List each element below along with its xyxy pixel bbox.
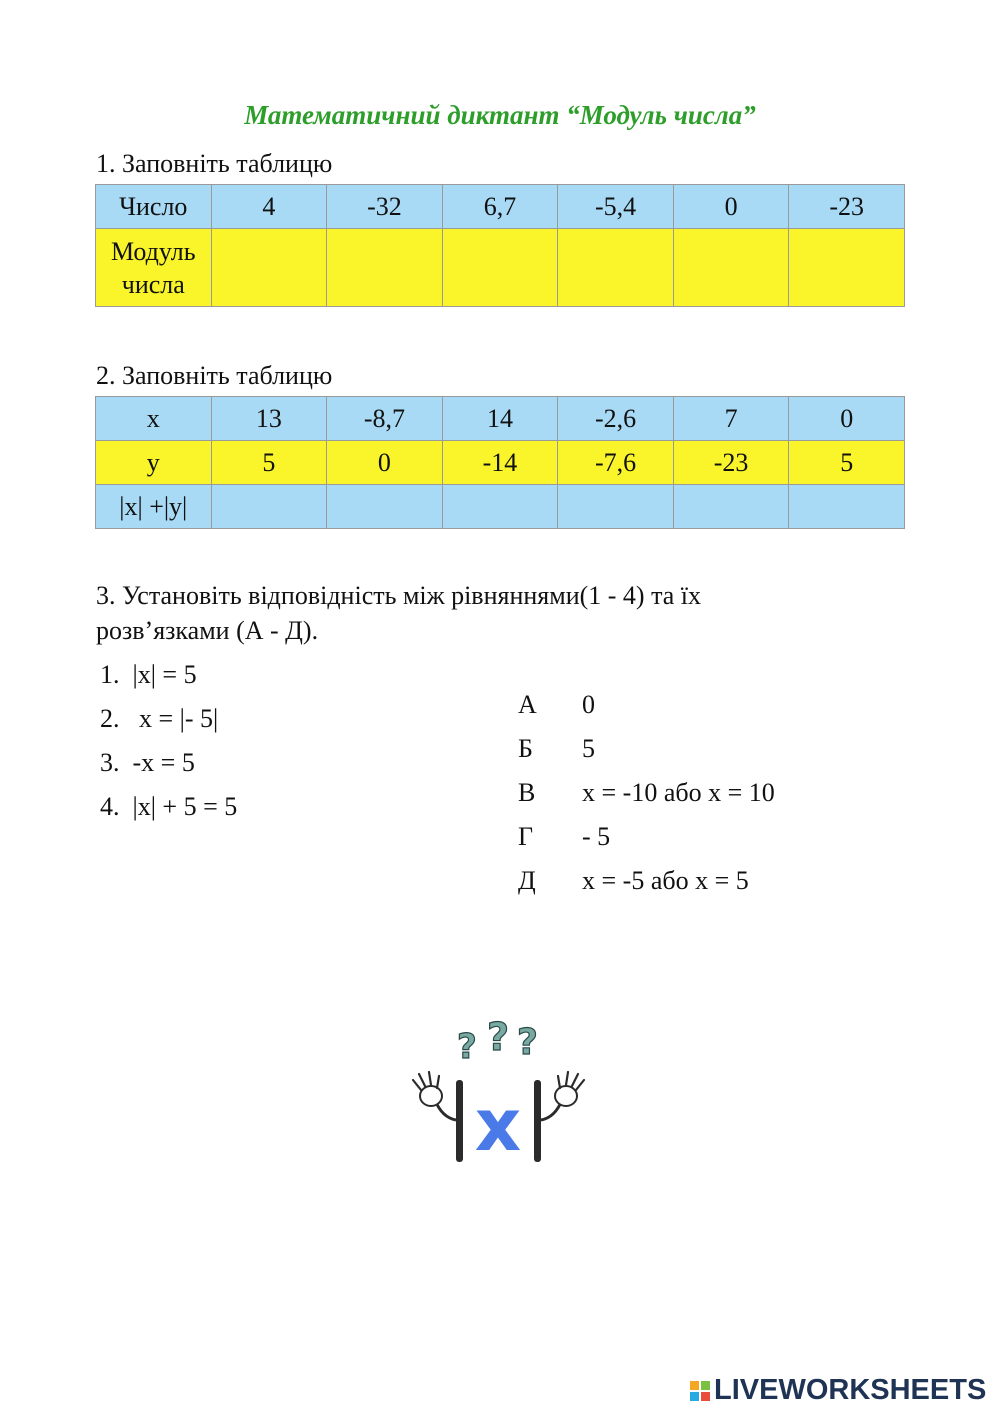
question-mark-icon: ? [517,1022,538,1063]
task2-heading: 2. Заповніть таблицю [96,361,333,390]
liveworksheets-logo [690,1374,986,1407]
task3-heading [96,578,701,648]
row-label [96,229,212,307]
task2-table [95,396,905,529]
row-label: Число [96,185,212,229]
table-cell: 5 [211,441,327,485]
table-cell: 4 [211,185,327,229]
table-cell: -2,6 [558,397,674,441]
answer-cell[interactable] [673,229,789,307]
table-row-number [96,185,905,229]
page-title: Математичний диктант “Модуль числа” [244,100,756,130]
table-cell: -5,4 [558,185,674,229]
table-cell: 6,7 [442,185,558,229]
task3-heading-line2: розв’язками (А - Д). [96,616,319,645]
answer-letter: Г [518,822,534,851]
abs-bar-right [534,1080,541,1162]
answer-cell[interactable] [442,485,558,529]
answer-cell[interactable] [327,229,443,307]
table-cell: 13 [211,397,327,441]
task1-table [95,184,905,307]
table-row-sum [96,485,905,529]
task1-heading: 1. Заповніть таблицю [96,149,333,178]
abs-bar-left [456,1080,463,1162]
answer-cell[interactable] [211,485,327,529]
table-cell: 5 [789,441,905,485]
task3-heading-line1: 3. Установіть відповідність між рівняннями(1 - 4) та їх [96,581,702,610]
table-cell: -23 [673,441,789,485]
table-cell: -32 [327,185,443,229]
abs-x-question-icon [405,1010,595,1170]
table-cell: -23 [789,185,905,229]
table-cell: 0 [673,185,789,229]
answer-letter: Д [518,866,536,895]
row-label: x [96,397,212,441]
answer-letter: А [518,690,537,719]
answer-option[interactable] [505,836,749,896]
answer-text: - 5 [582,822,611,851]
answer-cell[interactable] [211,229,327,307]
answer-text: 0 [582,690,595,719]
table-cell: -14 [442,441,558,485]
table-row-modulus [96,229,905,307]
table-cell: 14 [442,397,558,441]
table-cell: 0 [327,441,443,485]
answer-cell[interactable] [327,485,443,529]
answer-cell[interactable] [789,485,905,529]
equation-item: 1. |x| = 5 [100,660,197,689]
table-cell: 7 [673,397,789,441]
equation-item: 3. -x = 5 [100,748,195,777]
row-label: |x| +|y| [96,485,212,529]
right-hand-icon [555,1072,584,1106]
answer-text: 5 [582,734,595,763]
answer-cell[interactable] [442,229,558,307]
table-cell: 0 [789,397,905,441]
row-label-line1: Модуль [110,236,196,266]
question-mark-icon: ? [457,1027,477,1067]
answer-text: x = -10 або x = 10 [582,778,775,807]
equation-item: 2. x = |- 5| [100,704,219,733]
x-symbol: x [474,1083,522,1167]
table-row-x [96,397,905,441]
answer-cell[interactable] [558,229,674,307]
question-mark-icon: ? [487,1015,510,1059]
equation-item: 4. |x| + 5 = 5 [100,792,238,821]
table-row-y [96,441,905,485]
row-label-line2: числа [121,269,185,299]
answer-cell[interactable] [673,485,789,529]
logo-squares-icon [690,1381,710,1401]
answer-letter: Б [518,734,533,763]
answer-letter: В [518,778,536,807]
logo-text: LIVEWORKSHEETS [714,1374,987,1406]
left-hand-icon [413,1072,442,1106]
row-label: y [96,441,212,485]
answer-cell[interactable] [558,485,674,529]
answer-text: x = -5 або x = 5 [582,866,749,895]
answer-cell[interactable] [789,229,905,307]
table-cell: -8,7 [327,397,443,441]
table-cell: -7,6 [558,441,674,485]
